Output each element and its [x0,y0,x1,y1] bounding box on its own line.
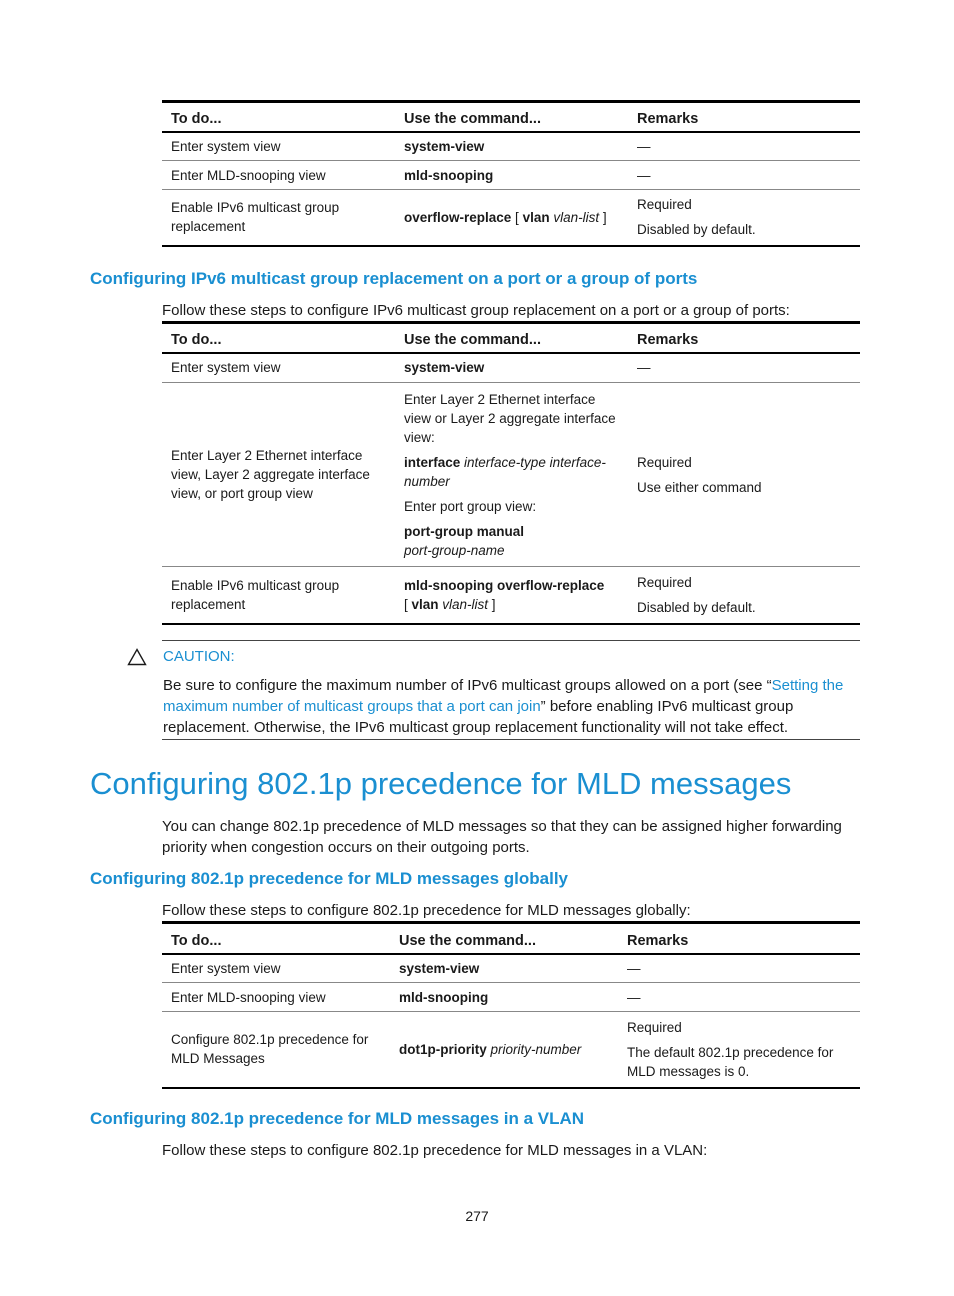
section-heading-global: Configuring 802.1p precedence for MLD messages globally [90,869,569,888]
command-argument: priority-number [486,1041,582,1057]
header-command: Use the command... [390,923,618,954]
caution-text-before: Be sure to configure the maximum number of IPv6 multicast groups allowed on a port (see “ [163,677,772,694]
remark-line: Required [637,574,692,590]
command-line [404,453,620,491]
header-command: Use the command... [395,323,628,353]
todo-cell: Enter system view [162,132,395,161]
remark-line: The default 802.1p precedence for MLD messages is 0. [627,1044,834,1079]
remark-line: Required [637,454,692,470]
remarks-cell: — [618,954,860,983]
table-row [162,132,860,161]
command-argument: vlan-list [438,596,489,612]
command-cell [395,567,628,624]
remarks-cell: — [628,353,860,383]
remarks-cell: — [628,161,860,190]
caution-text-after: ” before enabling IPv6 multicast group replacement. Otherwise, the IPv6 multicast group replacement functionality will not take effect. [163,698,794,736]
remark-line: Required [627,1019,682,1035]
header-command: Use the command... [395,102,628,132]
command-keyword: port-group manual [404,523,524,539]
command-keyword: interface [404,454,461,470]
table-row [162,161,860,190]
header-todo: To do... [162,923,390,954]
command-keyword: vlan [522,209,550,225]
remarks-cell [618,1012,860,1088]
todo-cell: Enable IPv6 multicast group replacement [162,190,395,246]
remark-line: Disabled by default. [637,599,756,615]
caution-label: CAUTION: [163,648,235,665]
remarks-cell: — [618,983,860,1012]
section-heading-vlan: Configuring 802.1p precedence for MLD messages in a VLAN [90,1109,585,1128]
section-intro: You can change 802.1p precedence of MLD messages so that they can be assigned higher forwarding priority when congestion occurs on their outgoing ports. [162,818,842,856]
command-cell: system-view [395,353,628,383]
todo-cell: Configure 802.1p precedence for MLD Messages [162,1012,390,1088]
command-cell [390,1012,618,1088]
command-keyword: overflow-replace [404,209,512,225]
command-intro: Enter port group view: [404,498,537,514]
command-line [404,522,620,560]
table-row [162,983,860,1012]
command-argument: interface-type interface-number [404,454,606,489]
section-intro-global: Follow these steps to configure 802.1p precedence for MLD messages globally: [162,902,691,919]
table-row [162,954,860,983]
bracket: [ [404,596,412,612]
command-keyword: vlan [411,596,439,612]
caution-text [163,675,860,738]
header-remarks: Remarks [618,923,860,954]
todo-cell: Enter MLD-snooping view [162,983,390,1012]
todo-cell: Enter MLD-snooping view [162,161,395,190]
table-row [162,567,860,624]
table-row [162,1012,860,1088]
remark-line: Required [637,197,692,213]
command-cell [395,383,628,567]
bracket: ] [488,596,496,612]
header-todo: To do... [162,323,395,353]
section-title: Configuring 802.1p precedence for MLD messages [90,766,792,801]
command-cell: mld-snooping [395,161,628,190]
section-intro-port: Follow these steps to configure IPv6 multicast group replacement on a port or a group of ports: [162,302,790,319]
todo-cell: Enter system view [162,353,395,383]
command-cell [395,190,628,246]
warning-triangle-icon [127,648,147,666]
remark-line: Use either command [637,479,762,495]
command-cell: system-view [390,954,618,983]
command-argument: vlan-list [549,209,600,225]
command-intro: Enter Layer 2 Ethernet interface view or Layer 2 aggregate interface view: [404,391,616,445]
section-intro-vlan: Follow these steps to configure 802.1p precedence for MLD messages in a VLAN: [162,1142,708,1159]
remarks-cell [628,190,860,246]
bracket: [ [511,209,523,225]
table-row [162,353,860,383]
command-keyword: mld-snooping overflow-replace [404,577,605,593]
command-table-2 [162,321,860,625]
remarks-cell [628,567,860,624]
remarks-cell: — [628,132,860,161]
todo-cell: Enter Layer 2 Ethernet interface view, Layer 2 aggregate interface view, or port group view [162,383,395,567]
command-table-1 [162,100,860,247]
todo-cell: Enable IPv6 multicast group replacement [162,567,395,624]
remarks-cell [628,383,860,567]
command-keyword: dot1p-priority [399,1041,487,1057]
table-row [162,190,860,246]
caution-link[interactable]: Setting the maximum number of multicast groups that a port can join [163,677,844,715]
command-table-3 [162,921,860,1089]
remark-line: Disabled by default. [637,222,756,238]
header-remarks: Remarks [628,102,860,132]
header-remarks: Remarks [628,323,860,353]
bracket: ] [599,209,607,225]
header-todo: To do... [162,102,395,132]
command-argument: port-group-name [404,542,505,558]
todo-cell: Enter system view [162,954,390,983]
table-row [162,383,860,567]
page-number: 277 [465,1208,489,1224]
command-cell: mld-snooping [390,983,618,1012]
command-cell: system-view [395,132,628,161]
section-heading-port: Configuring IPv6 multicast group replacement on a port or a group of ports [90,269,698,288]
